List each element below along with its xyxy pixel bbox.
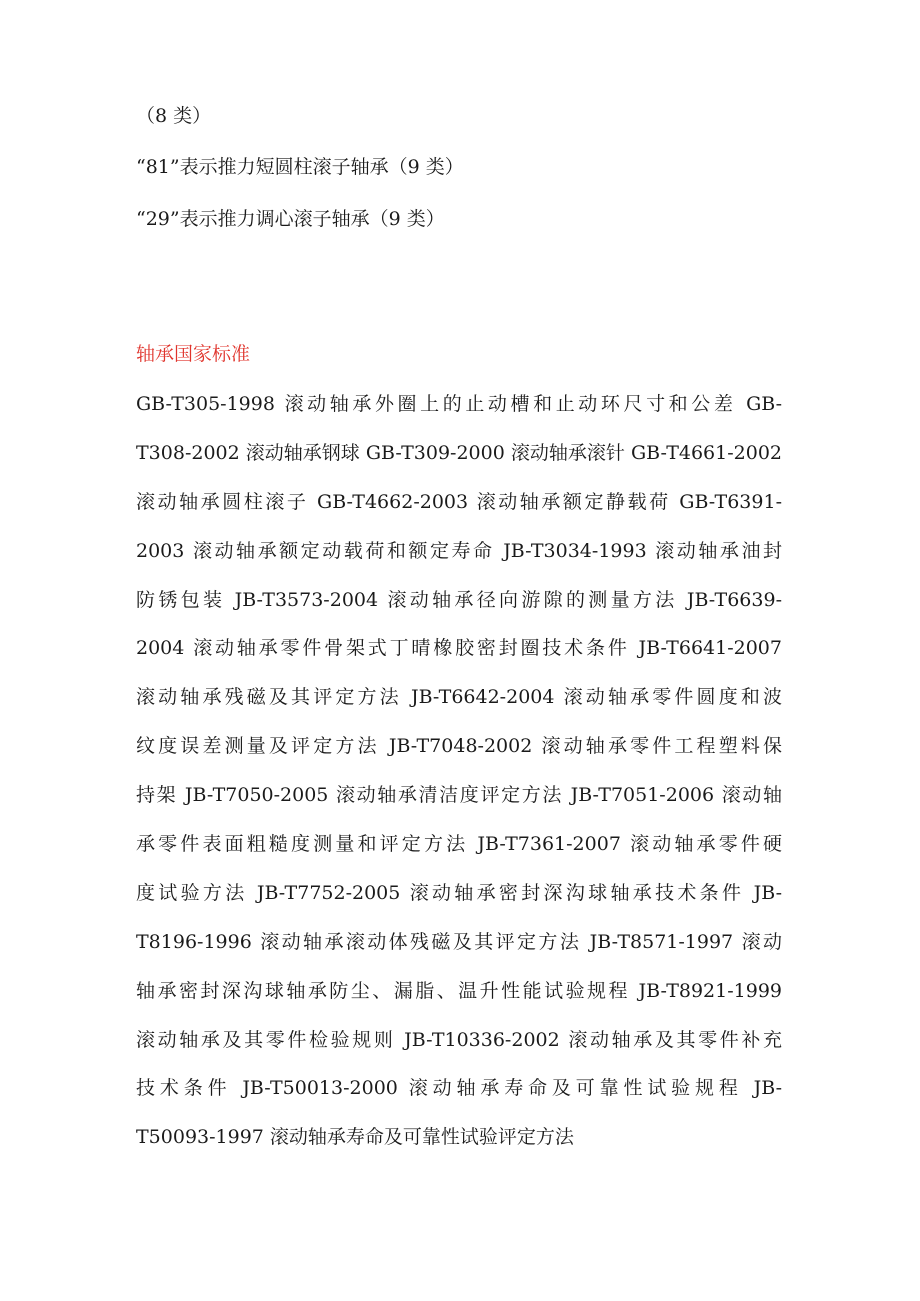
paragraph-line: T8196-1996 滚动轴承滚动体残磁及其评定方法 JB-T8571-1997 滚动 [136,930,782,953]
paragraph-line: GB-T305-1998 滚动轴承外圈上的止动槽和止动环尺寸和公差 GB- [136,393,782,415]
intro-line-81: “81”表示推力短圆柱滚子轴承（9 类） [136,156,464,178]
paragraph-line: 承零件表面粗糙度测量和评定方法 JB-T7361-2007 滚动轴承零件硬 [136,833,782,856]
section-heading: 轴承国家标准 [136,343,251,365]
paragraph-line: 滚动轴承及其零件检验规则 JB-T10336-2002 滚动轴承及其零件补充 [136,1028,782,1051]
paragraph-line: T50093-1997 滚动轴承寿命及可靠性试验评定方法 [136,1126,574,1149]
paragraph-line: 轴承密封深沟球轴承防尘、漏脂、温升性能试验规程 JB-T8921-1999 [136,979,782,1002]
paragraph-line: T308-2002 滚动轴承钢球 GB-T309-2000 滚动轴承滚针 GB-T4661-2002 [136,441,782,464]
paragraph-line: 滚动轴承圆柱滚子 GB-T4662-2003 滚动轴承额定静载荷 GB-T6391- [136,490,782,513]
paragraph-line: 技术条件 JB-T50013-2000 滚动轴承寿命及可靠性试验规程 JB- [136,1077,782,1100]
standards-paragraph [136,380,782,1162]
paragraph-line: 2003 滚动轴承额定动载荷和额定寿命 JB-T3034-1993 滚动轴承油封 [136,539,782,562]
intro-line-class-8: （8 类） [136,105,212,127]
paragraph-line: 度试验方法 JB-T7752-2005 滚动轴承密封深沟球轴承技术条件 JB- [136,881,782,904]
paragraph-line: 持架 JB-T7050-2005 滚动轴承清洁度评定方法 JB-T7051-2006 滚动轴 [136,784,782,807]
paragraph-line: 滚动轴承残磁及其评定方法 JB-T6642-2004 滚动轴承零件圆度和波 [136,686,782,709]
paragraph-line: 防锈包装 JB-T3573-2004 滚动轴承径向游隙的测量方法 JB-T6639- [136,588,782,611]
paragraph-line: 2004 滚动轴承零件骨架式丁晴橡胶密封圈技术条件 JB-T6641-2007 [136,637,782,660]
paragraph-line: 纹度误差测量及评定方法 JB-T7048-2002 滚动轴承零件工程塑料保 [136,735,782,758]
intro-line-29: “29”表示推力调心滚子轴承（9 类） [136,208,445,230]
